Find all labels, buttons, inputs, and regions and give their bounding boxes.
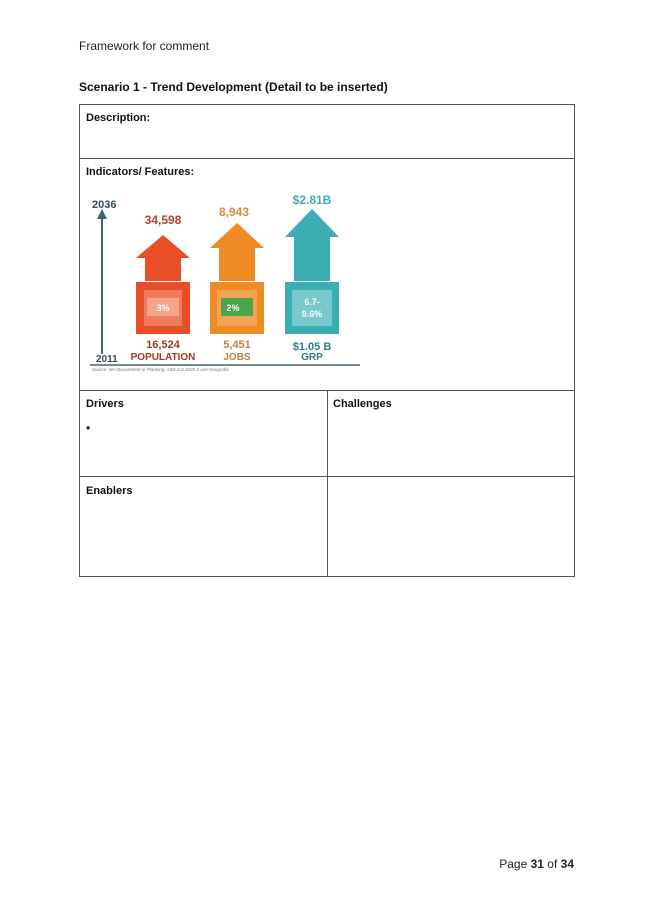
running-header: Framework for comment <box>79 39 210 53</box>
indicators-label: Indicators/ Features: <box>86 166 195 178</box>
population-2036-value: 34,598 <box>144 213 182 227</box>
infographic-source: Source: WA Department of Planning, ABS Cat 5220.0 and Geografia <box>92 367 229 372</box>
enablers-label: Enablers <box>86 485 133 497</box>
population-growth-rate: 3% <box>156 303 170 313</box>
jobs-arrow <box>210 223 264 334</box>
growth-infographic <box>84 190 364 370</box>
drivers-bullet: • <box>86 421 91 435</box>
page-current: 31 <box>530 857 544 871</box>
year-start-label: 2011 <box>96 354 118 365</box>
population-2011-value: 16,524 <box>146 339 180 351</box>
grp-label: GRP <box>301 352 323 363</box>
grp-growth-rate-line2: 9.6% <box>301 309 323 319</box>
description-label: Description: <box>86 112 151 124</box>
grp-growth-rate-line1: 6.7- <box>304 297 320 307</box>
jobs-growth-rate: 2% <box>226 303 240 313</box>
enablers-empty-cell <box>327 476 575 577</box>
page-total: 34 <box>560 857 574 871</box>
challenges-label: Challenges <box>333 398 392 410</box>
drivers-label: Drivers <box>86 398 124 410</box>
description-cell <box>79 104 575 159</box>
page-number <box>499 857 574 871</box>
page-of: of <box>543 857 561 871</box>
jobs-2036-value: 8,943 <box>218 205 250 219</box>
population-arrow <box>136 235 190 334</box>
population-label: POPULATION <box>130 352 196 363</box>
year-end-label: 2036 <box>92 199 117 211</box>
grp-2011-value: $1.05 B <box>292 341 332 353</box>
jobs-label: JOBS <box>223 352 251 363</box>
jobs-2011-value: 5,451 <box>223 339 251 351</box>
page-prefix: Page <box>499 857 531 871</box>
scenario-heading: Scenario 1 - Trend Development (Detail to be inserted) <box>79 80 388 94</box>
grp-2036-value: $2.81B <box>292 193 332 207</box>
